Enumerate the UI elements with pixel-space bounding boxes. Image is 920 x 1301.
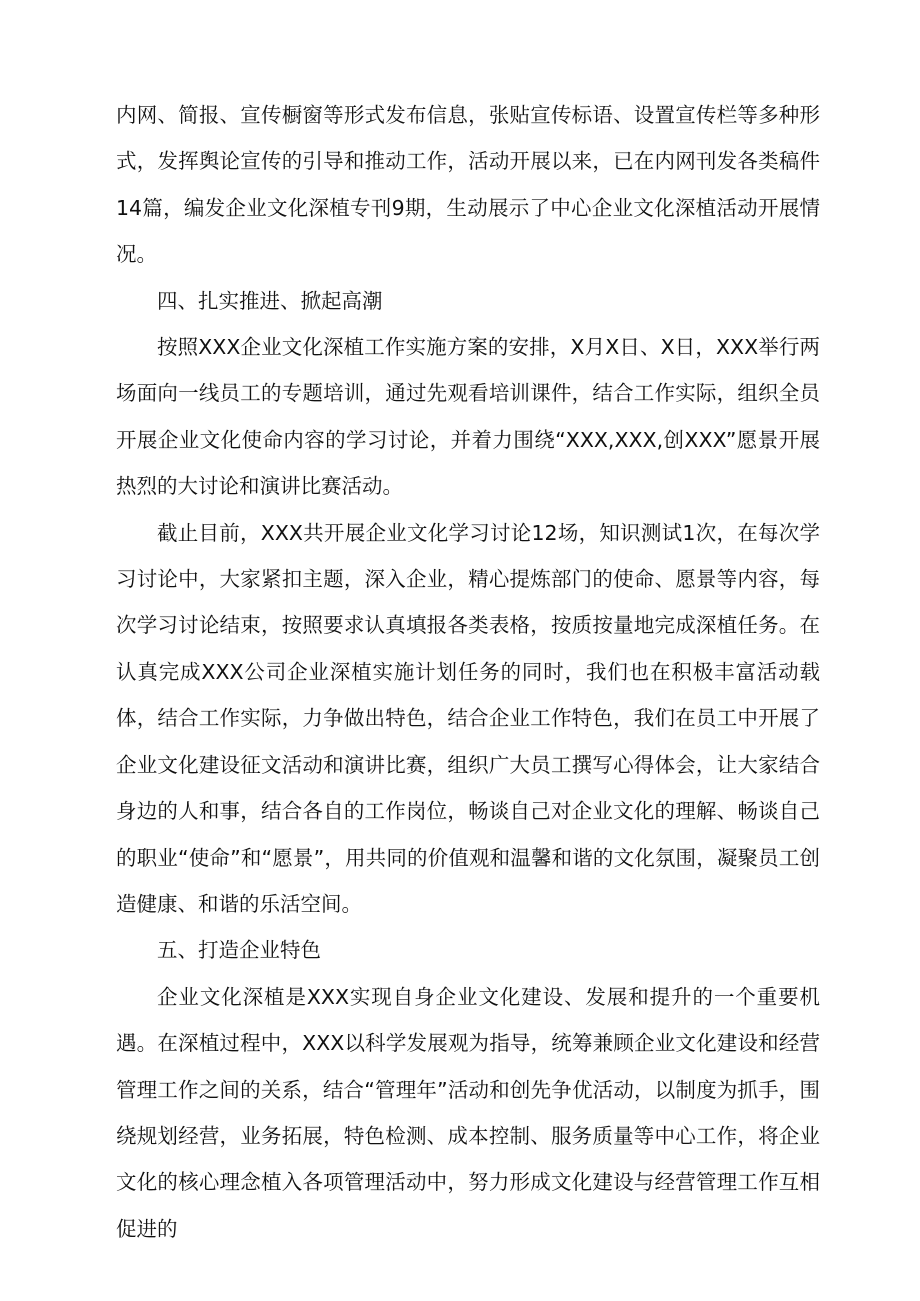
paragraph-publicity-continuation: 内网、简报、宣传橱窗等形式发布信息，张贴宣传标语、设置宣传栏等多种形式，发挥舆论宣传的引导和推动工作，活动开展以来，已在内网刊发各类稿件14篇，编发企业文化深植专刊9期，生动展示了中心企业文化深植活动开展情况。 [116,103,820,267]
paragraph-progress: 截止目前，XXX共开展企业文化学习讨论12场，知识测试1次，在每次学习讨论中，大家紧扣主题，深入企业，精心提炼部门的使命、愿景等内容，每次学习讨论结束，按照要求认真填报各类表格，按质按量地完成深植任务。在认真完成XXX公司企业深植实施计划任务的同时，我们也在积极丰富活动载体，结合工作实际，力争做出特色，结合企业工作特色，我们在员工中开展了企业文化建设征文活动和演讲比赛，组织广大员工撰写心得体会，让大家结合身边的人和事，结合各自的工作岗位，畅谈自己对企业文化的理解、畅谈自己的职业“使命”和“愿景”，用共同的价值观和温馨和谐的文化氛围，凝聚员工创造健康、和谐的乐活空间。 [116,520,820,916]
section-heading-4: 四、扎实推进、掀起高潮 [157,288,383,313]
section-heading-5: 五、打造企业特色 [157,938,321,963]
paragraph-training: 按照XXX企业文化深植工作实施方案的安排，X月X日、X日，XXX举行两场面向一线员工的专题培训，通过先观看培训课件，结合工作实际，组织全员开展企业文化使命内容的学习讨论，并着力围绕“XXX,XXX,创XXX”愿景开展热烈的大讨论和演讲比赛活动。 [116,335,820,499]
paragraph-enterprise-features: 企业文化深植是XXX实现自身企业文化建设、发展和提升的一个重要机遇。在深植过程中，XXX以科学发展观为指导，统筹兼顾企业文化建设和经营管理工作之间的关系，结合“管理年”活动和创先争优活动，以制度为抓手，围绕规划经营，业务拓展，特色检测、成本控制、服务质量等中心工作，将企业文化的核心理念植入各项管理活动中，努力形成文化建设与经营管理工作互相促进的 [116,984,820,1241]
document-body [116,92,820,1252]
